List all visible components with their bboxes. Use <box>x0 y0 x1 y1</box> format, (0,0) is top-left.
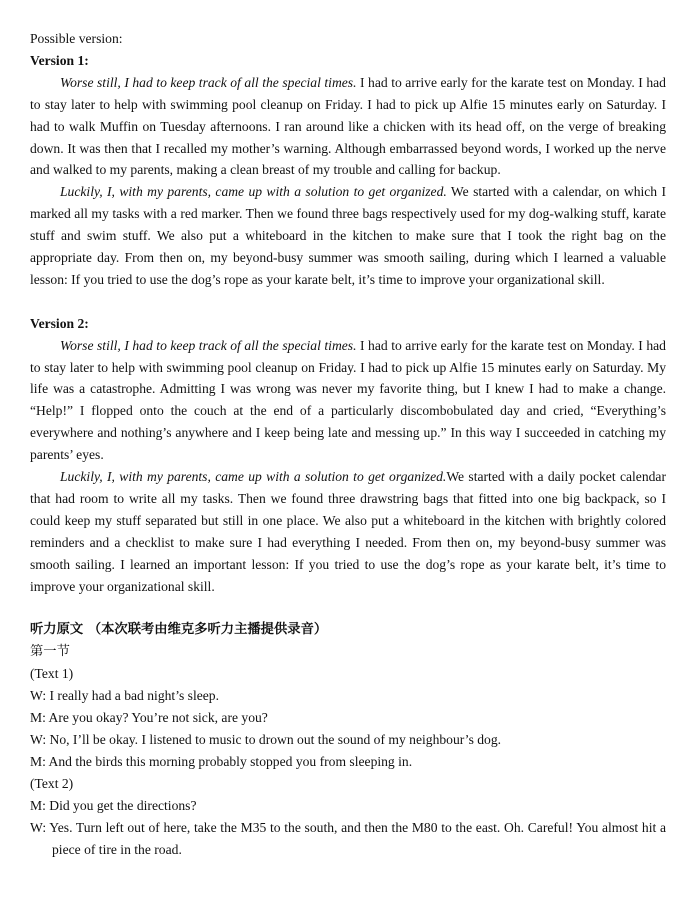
version2-heading: Version 2: <box>30 315 89 331</box>
version2-p1-body: I had to arrive early for the karate test on Monday. I had to stay later to help with swimming pool cleanup on Friday. I had to pick up Alfie 15 minutes early on Saturday. My life was a catastrophe. Admitting I was wrong was never my favorite thing, but I knew I had to make a change. “Help!” I flopped onto the couch at the end of a particularly discombobulated day and cried, “Everything’s everywhere and nothing’s anywhere and I keep being late and messing up.” In this way I succeeded in catching my parents’ eyes. <box>30 337 666 463</box>
version1-p2-lead: Luckily, I, with my parents, came up with a solution to get organized. <box>60 184 447 200</box>
version2-p1-lead: Worse still, I had to keep track of all the special times. <box>60 337 357 353</box>
text1-line-4: M: And the birds this morning probably stopped you from sleeping in. <box>30 753 413 769</box>
listening-section-label: 第一节 <box>30 644 70 660</box>
version2-p2-body: We started with a daily pocket calendar that had room to write all my tasks. Then we found three drawstring bags that fitted into one big backpack, so I could keep my stuff separated but still in one place. We also put a whiteboard in the kitchen with brightly colored reminders and a checklist to make sure I had everything I needed. From then on, my beyond-busy summer was smooth sailing. I learned an important lesson: If you tried to use the dog’s rope as your karate belt, it’s time to improve your organizational skill. <box>30 469 666 594</box>
section-spacer-2 <box>30 598 666 620</box>
version1-heading: Version 1: <box>30 52 89 68</box>
version2-paragraph-2 <box>30 466 666 597</box>
version1-paragraph-1 <box>30 72 666 182</box>
version1-paragraph-2 <box>30 181 666 291</box>
version2-paragraph-1 <box>30 335 666 466</box>
version1-p1-lead: Worse still, I had to keep track of all the special times. <box>60 74 357 90</box>
text2-label: (Text 2) <box>30 775 74 791</box>
section-spacer <box>30 291 666 313</box>
version2-p2-lead: Luckily, I, with my parents, came up with a solution to get organized. <box>60 469 447 485</box>
text2-line-1: M: Did you get the directions? <box>30 797 197 813</box>
text1-line-1: W: I really had a bad night’s sleep. <box>30 688 219 704</box>
intro-label: Possible version: <box>30 31 123 46</box>
version1-p1-body: I had to arrive early for the karate test on Monday. I had to stay later to help with swimming pool cleanup on Friday. I had to pick up Alfie 15 minutes early on Saturday. I had to walk Muffin on Tuesday afternoons. I ran around like a chicken with its head off, on the verge of breaking down. It was then that I recalled my mother’s warning. Although embarrassed beyond words, I worked up the nerve and walked to my parents, making a clean breast of my trouble and calling for backup. <box>30 74 666 178</box>
text1-line-3: W: No, I’ll be okay. I listened to music to drown out the sound of my neighbour’s dog. <box>30 731 502 747</box>
version1-p2-body: We started with a calendar, on which I marked all my tasks with a red marker. Then we found three bags respectively used for my dog-walking stuff, karate stuff and swim stuff. We also put a whiteboard in the kitchen to make sure that I took the right bag on the appropriate day. From then on, my beyond-busy summer was smooth sailing, during which I learned a valuable lesson: If you tried to use the dog’s rope as your karate belt, it’s time to improve your organizational skill. <box>30 184 666 287</box>
text1-label: (Text 1) <box>30 666 74 682</box>
text1-line-2: M: Are you okay? You’re not sick, are you? <box>30 710 268 726</box>
text2-line-2: W: Yes. Turn left out of here, take the M35 to the south, and then the M80 to the east. Oh. Careful! You almost hit a piece of tire in the road. <box>30 819 666 857</box>
listening-title: 听力原文 （本次联考由维克多听力主播提供录音） <box>30 622 328 638</box>
